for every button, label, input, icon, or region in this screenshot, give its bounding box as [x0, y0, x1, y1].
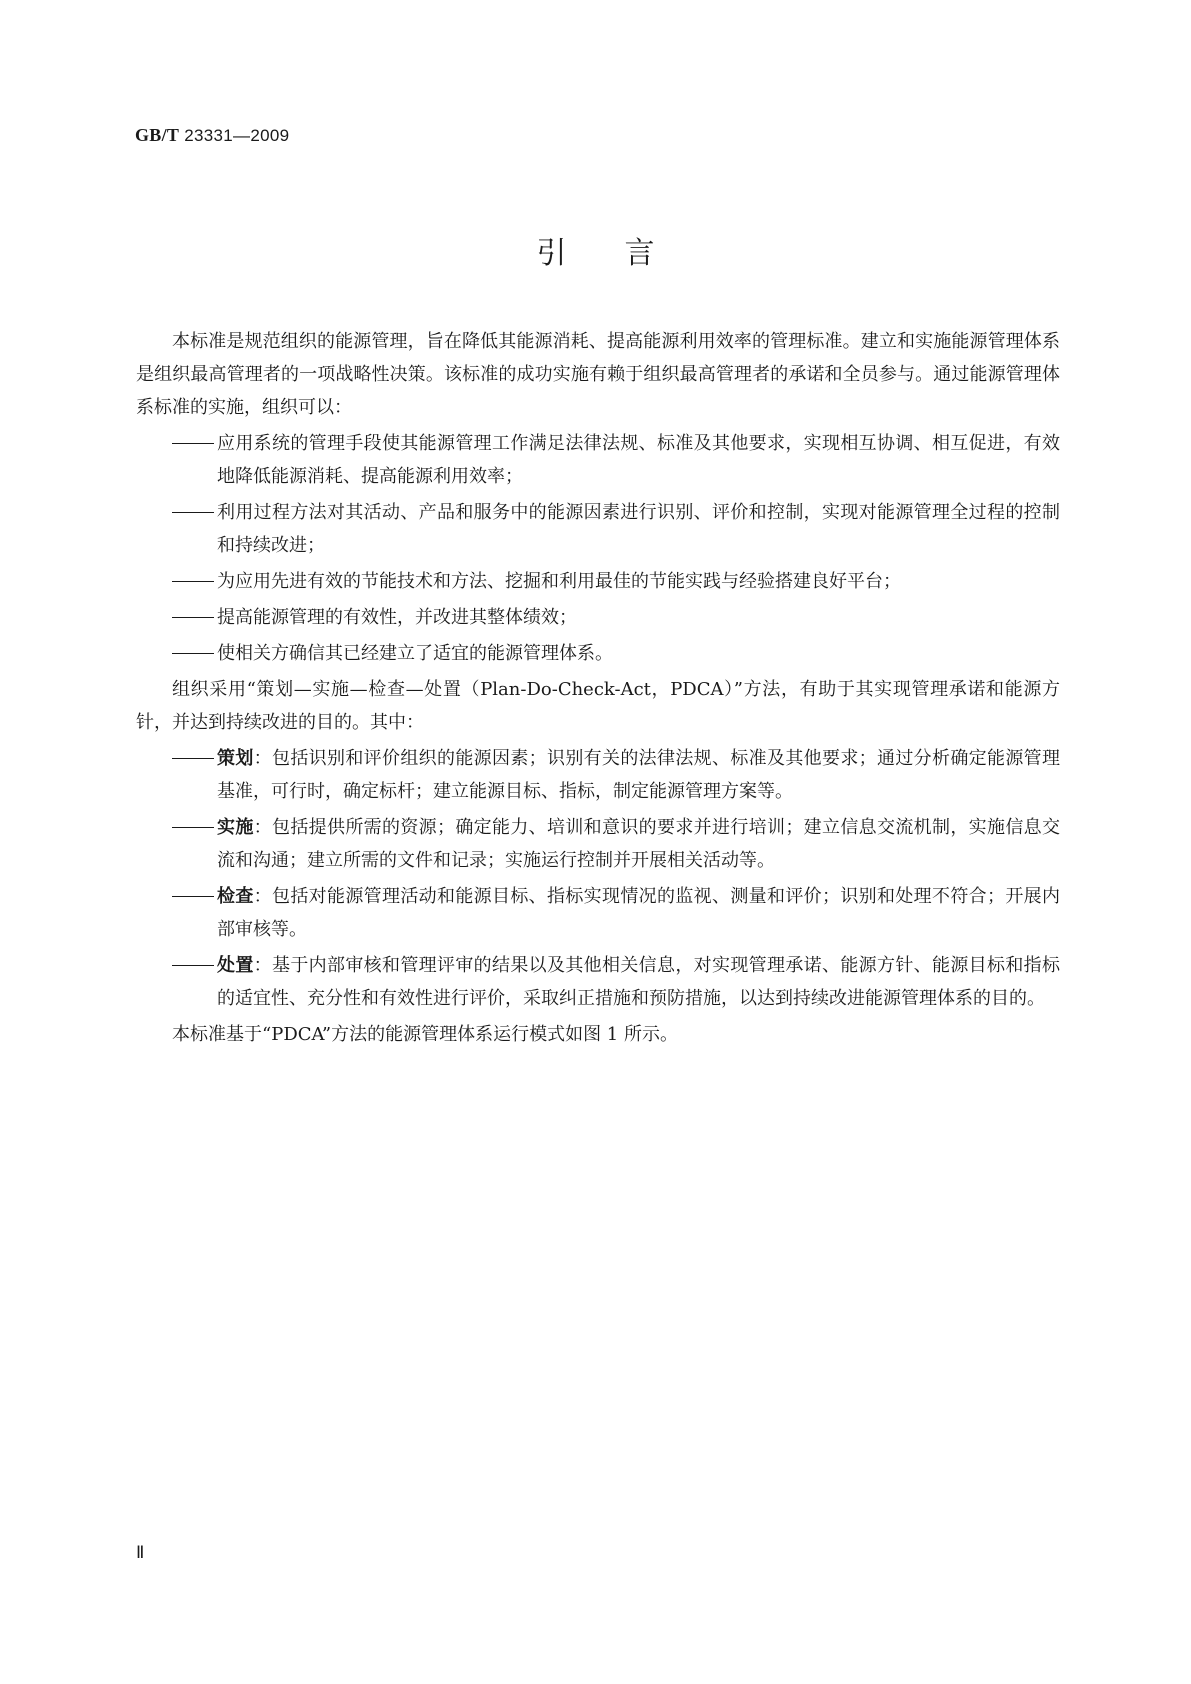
pdca-item-check	[136, 880, 1060, 946]
pdca-text: ：包括提供所需的资源；确定能力、培训和意识的要求并进行培训；建立信息交流机制，实施信息交流和沟通；建立所需的文件和记录；实施运行控制并开展相关活动等。	[217, 817, 1061, 871]
list-item-text: 利用过程方法对其活动、产品和服务中的能源因素进行识别、评价和控制，实现对能源管理全过程的控制和持续改进；	[217, 502, 1060, 556]
standard-code-number: 23331—2009	[184, 126, 290, 145]
pdca-term: 检查	[217, 886, 254, 907]
standard-code-prefix: GB/T	[135, 125, 180, 145]
pdca-item-do	[136, 811, 1060, 877]
pdca-text: ：包括对能源管理活动和能源目标、指标实现情况的监视、测量和评价；识别和处理不符合；开展内部审核等。	[217, 886, 1061, 940]
list-item	[136, 496, 1060, 562]
page-number: Ⅱ	[136, 1543, 145, 1562]
intro-paragraph: 本标准是规范组织的能源管理，旨在降低其能源消耗、提高能源利用效率的管理标准。建立和实施能源管理体系是组织最高管理者的一项战略性决策。该标准的成功实施有赖于组织最高管理者的承诺和全员参与。通过能源管理体系标准的实施，组织可以：	[136, 331, 1060, 418]
pdca-term: 策划	[217, 748, 254, 769]
list-item	[136, 601, 1060, 634]
list-item	[136, 427, 1060, 493]
list-item-text: 提高能源管理的有效性，并改进其整体绩效；	[217, 607, 577, 628]
pdca-paragraph: 组织采用“策划—实施—检查—处置（Plan-Do-Check-Act，PDCA）”方法，有助于其实现管理承诺和能源方针，并达到持续改进的目的。其中：	[136, 679, 1060, 733]
pdca-text: ：基于内部审核和管理评审的结果以及其他相关信息，对实现管理承诺、能源方针、能源目标和指标的适宜性、充分性和有效性进行评价，采取纠正措施和预防措施，以达到持续改进能源管理体系的目的。	[217, 955, 1061, 1009]
pdca-item-act	[136, 949, 1060, 1015]
pdca-term: 实施	[217, 817, 254, 838]
pdca-item-plan	[136, 742, 1060, 808]
list-item-text: 为应用先进有效的节能技术和方法、挖掘和利用最佳的节能实践与经验搭建良好平台；	[217, 571, 901, 592]
document-body	[136, 325, 1060, 1054]
pdca-term: 处置	[217, 955, 254, 976]
list-item	[136, 565, 1060, 598]
page-title: 引言	[536, 236, 713, 271]
standard-code	[135, 125, 289, 146]
list-item	[136, 637, 1060, 670]
closing-paragraph: 本标准基于“PDCA”方法的能源管理体系运行模式如图 1 所示。	[172, 1024, 678, 1045]
list-item-text: 应用系统的管理手段使其能源管理工作满足法律法规、标准及其他要求，实现相互协调、相互促进，有效地降低能源消耗、提高能源利用效率；	[217, 433, 1060, 487]
list-item-text: 使相关方确信其已经建立了适宜的能源管理体系。	[217, 643, 613, 664]
pdca-text: ：包括识别和评价组织的能源因素；识别有关的法律法规、标准及其他要求；通过分析确定能源管理基准，可行时，确定标杆；建立能源目标、指标，制定能源管理方案等。	[217, 748, 1061, 802]
